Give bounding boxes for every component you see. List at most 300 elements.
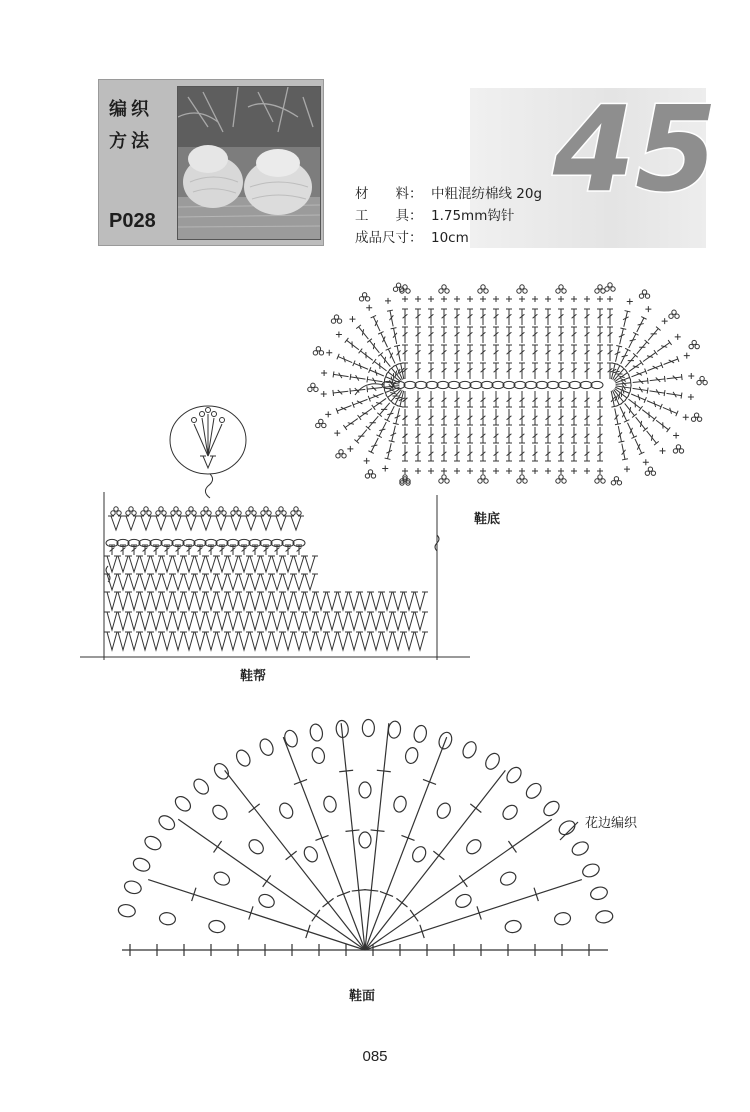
- v-stitch-symbol: [338, 612, 348, 630]
- size-value: 10cm: [431, 230, 469, 246]
- picot-symbol: [342, 454, 346, 458]
- picot-symbol: [201, 511, 205, 515]
- v-stitch-symbol: [107, 592, 117, 610]
- edging-chain: [309, 723, 324, 742]
- v-stitch-symbol: [111, 516, 121, 530]
- chain-loop: [464, 837, 484, 857]
- single-crochet-symbol: [662, 318, 668, 324]
- double-crochet-symbol: [656, 420, 668, 429]
- chain-loop: [435, 801, 453, 821]
- single-crochet-symbol: [597, 296, 603, 302]
- v-stitch-symbol: [126, 516, 136, 530]
- picot-symbol: [276, 511, 280, 515]
- stitch-top-bar: [394, 345, 400, 346]
- chain-stitch-symbol: [514, 381, 526, 388]
- v-stitch-symbol: [415, 632, 425, 650]
- single-crochet-symbol: [366, 305, 372, 311]
- v-stitch-symbol: [305, 612, 315, 630]
- picot-symbol: [314, 387, 318, 391]
- double-crochet-symbol: [373, 317, 380, 331]
- upper-chart: [80, 406, 470, 660]
- stitch-top-bar: [630, 380, 631, 386]
- spoke-tick: [371, 830, 385, 831]
- picot-symbol: [520, 285, 524, 289]
- single-crochet-symbol: [364, 458, 370, 464]
- double-crochet-symbol: [647, 431, 657, 443]
- spoke-tick: [339, 770, 353, 771]
- page-number: 085: [362, 1048, 388, 1065]
- v-stitch-symbol: [404, 592, 414, 610]
- spoke-tick: [323, 898, 334, 907]
- v-stitch-symbol: [327, 592, 337, 610]
- chain-loop: [322, 795, 337, 813]
- stitch-top-bar: [630, 385, 631, 391]
- detail-pointer: [205, 474, 212, 498]
- v-stitch-symbol: [217, 632, 227, 650]
- method-title: 编织方法: [109, 99, 153, 152]
- single-crochet-symbol: [683, 414, 689, 420]
- v-stitch-symbol: [195, 612, 205, 630]
- spoke-tick: [470, 804, 481, 813]
- v-stitch-symbol: [151, 612, 161, 630]
- edging-label: 花边编织: [585, 816, 638, 831]
- double-crochet-symbol: [381, 333, 388, 347]
- double-crochet-symbol: [369, 393, 383, 398]
- picot-symbol: [159, 507, 163, 511]
- single-crochet-symbol: [415, 296, 421, 302]
- v-stitch-symbol: [360, 612, 370, 630]
- chain-stitch-symbol: [481, 381, 493, 388]
- stitch-slash: [384, 357, 385, 363]
- v-stitch-symbol: [404, 612, 414, 630]
- v-stitch-symbol: [217, 556, 227, 572]
- double-crochet-symbol: [368, 416, 378, 428]
- picot-symbol: [365, 297, 369, 301]
- picot-symbol: [523, 479, 527, 483]
- v-stitch-symbol: [371, 592, 381, 610]
- chain-loop: [454, 892, 474, 910]
- v-stitch-symbol: [203, 456, 213, 468]
- v-stitch-symbol: [184, 574, 194, 590]
- picot-symbol: [695, 344, 699, 348]
- picot-symbol: [216, 511, 220, 515]
- chain-stitch-symbol: [525, 381, 537, 388]
- detail-picot: [200, 412, 205, 417]
- picot-symbol: [267, 511, 271, 515]
- chain-loop: [359, 832, 371, 848]
- picot-symbol: [484, 479, 488, 483]
- v-stitch-symbol: [283, 592, 293, 610]
- edging-chain: [504, 765, 524, 786]
- v-stitch-symbol: [261, 612, 271, 630]
- v-stitch-symbol: [250, 612, 260, 630]
- spoke-tick: [380, 891, 393, 896]
- chain-stitch-symbol: [569, 381, 581, 388]
- picot-symbol: [162, 511, 166, 515]
- edging-chain: [212, 761, 232, 782]
- v-stitch-symbol: [294, 632, 304, 650]
- picot-symbol: [126, 511, 130, 515]
- v-stitch-symbol: [129, 612, 139, 630]
- single-crochet-symbol: [584, 468, 590, 474]
- v-stitch-symbol: [294, 556, 304, 572]
- double-crochet-symbol: [620, 407, 627, 421]
- single-crochet-symbol: [428, 468, 434, 474]
- picot-symbol: [339, 450, 343, 454]
- v-stitch-symbol: [151, 632, 161, 650]
- edging-chain: [595, 910, 614, 924]
- picot-symbol: [679, 449, 683, 453]
- double-crochet-symbol: [353, 399, 367, 404]
- v-stitch-symbol: [382, 592, 392, 610]
- v-stitch-symbol: [261, 516, 271, 530]
- vamp-chart: [117, 719, 613, 956]
- picot-symbol: [359, 297, 363, 301]
- picot-symbol: [651, 471, 655, 475]
- picot-symbol: [264, 507, 268, 511]
- v-stitch-symbol: [118, 574, 128, 590]
- single-crochet-symbol: [480, 296, 486, 302]
- double-crochet-symbol: [627, 423, 634, 437]
- double-crochet-symbol: [647, 365, 661, 370]
- v-stitch-symbol: [305, 574, 315, 590]
- picot-symbol: [231, 511, 235, 515]
- picot-symbol: [204, 507, 208, 511]
- stitch-top-bar: [384, 384, 385, 390]
- edging-chain: [523, 781, 543, 802]
- v-stitch-symbol: [173, 632, 183, 650]
- v-stitch-symbol: [246, 516, 256, 530]
- v-stitch-symbol: [140, 612, 150, 630]
- v-stitch-symbol: [184, 612, 194, 630]
- stitch-top-bar: [367, 376, 368, 382]
- single-crochet-symbol: [597, 468, 603, 474]
- v-stitch-symbol: [206, 592, 216, 610]
- stitch-top-bar: [350, 374, 351, 380]
- v-stitch-symbol: [195, 556, 205, 572]
- double-crochet-symbol: [657, 343, 670, 352]
- v-stitch-symbol: [305, 632, 315, 650]
- stitch-slash: [362, 329, 363, 335]
- single-crochet-symbol: [545, 468, 551, 474]
- picot-symbol: [336, 454, 340, 458]
- v-stitch-symbol: [195, 592, 205, 610]
- v-stitch-symbol: [129, 592, 139, 610]
- v-stitch-symbol: [206, 574, 216, 590]
- double-crochet-symbol: [359, 327, 369, 339]
- v-stitch-symbol: [272, 632, 282, 650]
- edging-chain: [258, 737, 276, 757]
- double-crochet-symbol: [642, 410, 654, 419]
- chain-stitch-symbol: [547, 381, 559, 388]
- picot-symbol: [639, 294, 643, 298]
- double-crochet-symbol: [381, 354, 391, 366]
- double-crochet-symbol: [629, 363, 642, 372]
- double-crochet-symbol: [388, 349, 395, 363]
- picot-symbol: [294, 507, 298, 511]
- v-stitch-symbol: [415, 592, 425, 610]
- double-crochet-symbol: [357, 430, 367, 442]
- stitch-top-bar: [668, 340, 671, 345]
- stitch-top-bar: [664, 390, 665, 396]
- single-crochet-symbol: [336, 331, 342, 337]
- single-crochet-symbol: [684, 353, 690, 359]
- edging-chain: [557, 818, 578, 837]
- spoke-tick: [337, 891, 350, 896]
- picot-symbol: [365, 474, 369, 478]
- stitch-slash: [387, 413, 393, 414]
- picot-symbol: [439, 479, 443, 483]
- v-stitch-symbol: [349, 592, 359, 610]
- single-crochet-symbol: [325, 411, 331, 417]
- fan-spoke: [365, 819, 552, 950]
- edging-chain: [123, 879, 143, 895]
- single-crochet-symbol: [402, 468, 408, 474]
- single-crochet-symbol: [402, 296, 408, 302]
- picot-symbol: [478, 289, 482, 293]
- stitch-top-bar: [393, 423, 399, 424]
- chain-loop: [359, 782, 371, 798]
- spoke-tick: [377, 770, 391, 771]
- picot-symbol: [192, 511, 196, 515]
- picot-symbol: [313, 351, 317, 355]
- edging-chain: [483, 751, 502, 772]
- materials-label: 材 料：: [355, 186, 423, 202]
- tools-label: 工 具：: [355, 208, 423, 224]
- single-crochet-symbol: [673, 433, 679, 439]
- stitch-top-bar: [385, 458, 391, 459]
- spoke-tick: [433, 851, 444, 860]
- spoke-tick: [396, 898, 407, 907]
- v-stitch-symbol: [173, 574, 183, 590]
- edging-chain: [143, 834, 164, 853]
- chain-loop: [210, 802, 230, 822]
- edging-chain: [131, 856, 151, 874]
- v-stitch-symbol: [162, 592, 172, 610]
- stitch-top-bar: [654, 350, 657, 355]
- stitch-top-bar: [653, 417, 657, 422]
- v-stitch-symbol: [316, 592, 326, 610]
- v-stitch-symbol: [294, 592, 304, 610]
- stitch-top-bar: [333, 371, 334, 377]
- v-stitch-symbol: [217, 592, 227, 610]
- picot-symbol: [645, 471, 649, 475]
- stitch-slash: [622, 355, 628, 356]
- fan-spoke: [283, 737, 365, 950]
- picot-symbol: [442, 285, 446, 289]
- v-stitch-symbol: [216, 516, 226, 530]
- v-stitch-symbol: [140, 574, 150, 590]
- v-stitch-symbol: [305, 592, 315, 610]
- v-stitch-symbol: [184, 592, 194, 610]
- picot-symbol: [282, 511, 286, 515]
- single-crochet-symbol: [624, 466, 630, 472]
- spoke-tick: [286, 851, 297, 860]
- picot-symbol: [261, 511, 265, 515]
- fan-spoke: [365, 880, 582, 950]
- detail-picot: [212, 412, 217, 417]
- edging-leader: [560, 822, 578, 840]
- picot-symbol: [673, 449, 677, 453]
- single-crochet-symbol: [643, 459, 649, 465]
- v-stitch-symbol: [184, 632, 194, 650]
- picot-symbol: [672, 310, 676, 314]
- single-crochet-symbol: [334, 430, 340, 436]
- v-stitch-symbol: [371, 612, 381, 630]
- v-stitch-symbol: [195, 632, 205, 650]
- chain-loop: [277, 801, 295, 821]
- v-stitch-symbol: [393, 592, 403, 610]
- vamp-label: 鞋面: [349, 989, 376, 1004]
- picot-symbol: [291, 511, 295, 515]
- single-crochet-symbol: [480, 468, 486, 474]
- stitch-top-bar: [389, 441, 395, 442]
- fan-spoke: [341, 723, 365, 950]
- stitch-top-bar: [372, 405, 375, 410]
- v-stitch-symbol: [162, 556, 172, 572]
- picot-symbol: [559, 475, 563, 479]
- single-crochet-symbol: [675, 334, 681, 340]
- stitch-top-bar: [387, 310, 393, 311]
- stitch-top-bar: [615, 424, 621, 425]
- v-stitch-symbol: [261, 574, 271, 590]
- fan-spoke: [225, 770, 365, 950]
- v-stitch-symbol: [206, 632, 216, 650]
- picot-symbol: [697, 380, 701, 384]
- chain-loop: [504, 919, 522, 933]
- single-crochet-symbol: [558, 296, 564, 302]
- spoke-tick: [294, 779, 307, 784]
- picot-symbol: [368, 470, 372, 474]
- picot-symbol: [478, 479, 482, 483]
- picot-symbol: [605, 287, 609, 291]
- edging-chain: [412, 724, 428, 743]
- v-stitch-symbol: [118, 632, 128, 650]
- picot-symbol: [222, 511, 226, 515]
- picot-symbol: [611, 481, 615, 485]
- picot-symbol: [177, 511, 181, 515]
- double-crochet-symbol: [625, 403, 635, 415]
- spoke-tick: [423, 779, 436, 784]
- picot-symbol: [645, 294, 649, 298]
- chain-stitch-symbol: [503, 381, 515, 388]
- v-stitch-symbol: [156, 516, 166, 530]
- v-stitch-symbol: [294, 574, 304, 590]
- v-stitch-symbol: [195, 574, 205, 590]
- stitch-top-bar: [367, 386, 368, 392]
- double-crochet-symbol: [636, 417, 646, 429]
- v-stitch-symbol: [162, 612, 172, 630]
- edging-chain: [388, 720, 402, 738]
- single-crochet-symbol: [519, 468, 525, 474]
- chain-stitch-symbol: [492, 381, 504, 388]
- v-stitch-symbol: [360, 592, 370, 610]
- edging-chain: [570, 839, 591, 857]
- double-crochet-symbol: [380, 403, 390, 415]
- stitch-top-bar: [345, 338, 349, 343]
- picot-symbol: [156, 511, 160, 515]
- chain-stitch-symbol: [404, 381, 416, 388]
- v-stitch-symbol: [294, 612, 304, 630]
- single-crochet-symbol: [571, 296, 577, 302]
- picot-symbol: [703, 380, 707, 384]
- picot-symbol: [114, 507, 118, 511]
- v-stitch-symbol: [404, 632, 414, 650]
- picot-symbol: [445, 479, 449, 483]
- stitch-slash: [373, 343, 374, 349]
- single-crochet-symbol: [441, 296, 447, 302]
- v-stitch-symbol: [206, 612, 216, 630]
- v-stitch-symbol: [173, 592, 183, 610]
- spoke-tick: [263, 875, 271, 886]
- double-crochet-symbol: [370, 341, 380, 353]
- single-crochet-symbol: [545, 296, 551, 302]
- stitch-top-bar: [667, 427, 671, 432]
- fan-spoke: [365, 723, 389, 950]
- single-crochet-symbol: [506, 296, 512, 302]
- chain-loop: [208, 919, 226, 933]
- v-stitch-symbol: [272, 612, 282, 630]
- edging-chain: [460, 740, 478, 761]
- v-stitch-symbol: [231, 516, 241, 530]
- sole-label: 鞋底: [474, 512, 501, 527]
- picot-symbol: [617, 481, 621, 485]
- stitch-top-bar: [640, 360, 643, 365]
- picot-symbol: [445, 289, 449, 293]
- v-stitch-symbol: [393, 612, 403, 630]
- stitch-top-bar: [358, 415, 361, 420]
- chain-loop: [159, 912, 177, 926]
- picot-symbol: [279, 507, 283, 511]
- picot-symbol: [694, 413, 698, 417]
- picot-symbol: [249, 507, 253, 511]
- double-crochet-symbol: [337, 406, 351, 411]
- double-crochet-symbol: [345, 419, 358, 428]
- pattern-number-text: 45: [552, 82, 718, 212]
- single-crochet-symbol: [467, 468, 473, 474]
- stitch-top-bar: [372, 359, 376, 364]
- v-stitch-symbol: [151, 574, 161, 590]
- v-stitch-symbol: [272, 556, 282, 572]
- v-stitch-symbol: [228, 632, 238, 650]
- stitch-top-bar: [681, 393, 682, 399]
- stitch-slash: [379, 429, 385, 430]
- page-code: P028: [109, 210, 156, 232]
- v-stitch-symbol: [283, 612, 293, 630]
- detail-picot: [220, 418, 225, 423]
- picot-symbol: [111, 511, 115, 515]
- v-stitch-symbol: [283, 574, 293, 590]
- chain-loop: [500, 802, 520, 822]
- v-stitch-symbol: [239, 556, 249, 572]
- materials-value: 中粗混纺棉线 20g: [431, 186, 543, 202]
- stitch-top-bar: [625, 396, 629, 401]
- edging-chain: [156, 813, 177, 833]
- v-stitch-symbol: [118, 556, 128, 572]
- picot-symbol: [481, 475, 485, 479]
- edging-chain: [173, 794, 194, 814]
- v-stitch-symbol: [349, 632, 359, 650]
- spoke-tick: [249, 804, 260, 813]
- v-stitch-symbol: [239, 632, 249, 650]
- detail-picot: [206, 408, 211, 413]
- v-stitch-symbol: [201, 516, 211, 530]
- chain-loop: [554, 912, 572, 926]
- single-crochet-symbol: [382, 465, 388, 471]
- picot-symbol: [562, 479, 566, 483]
- picot-symbol: [171, 511, 175, 515]
- single-crochet-symbol: [493, 468, 499, 474]
